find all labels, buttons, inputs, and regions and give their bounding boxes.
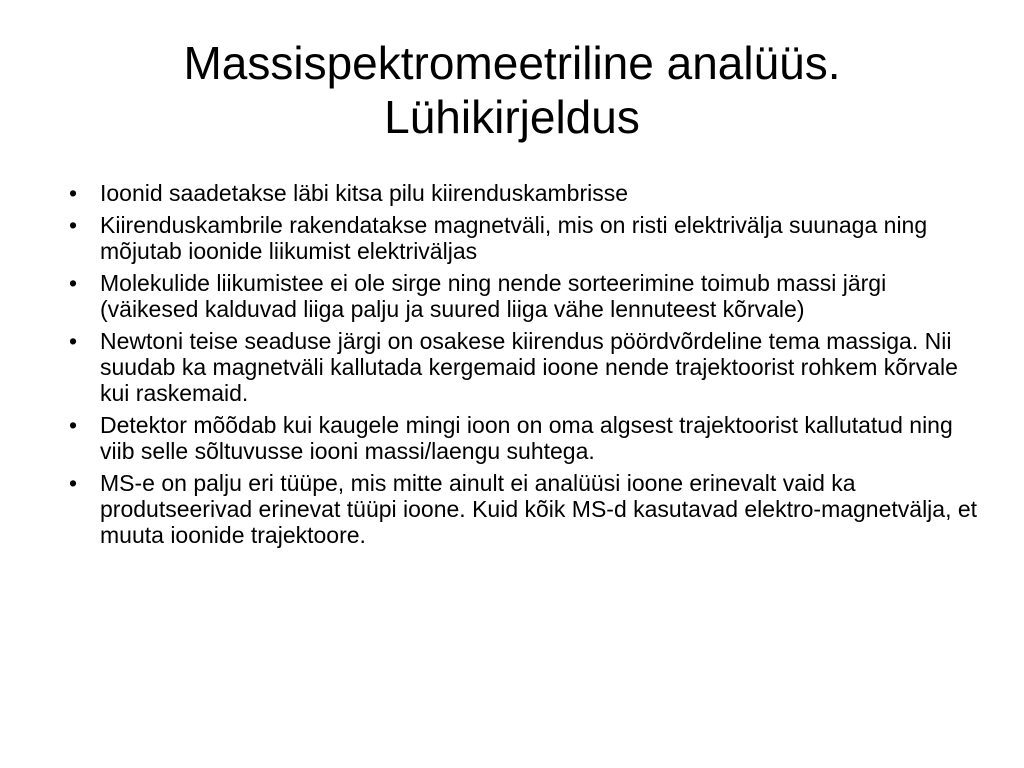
bullet-item (58, 412, 978, 464)
bullet-item (58, 270, 978, 322)
slide-title-line-1: Massispektromeetriline analüüs. (183, 37, 841, 89)
bullet-dot-icon: • (68, 212, 78, 238)
bullet-dot-icon: • (68, 412, 78, 438)
bullet-dot-icon: • (68, 470, 78, 496)
bullet-text: Kiirenduskambrile rakendatakse magnetväli, mis on risti elektrivälja suunaga ning mõjutab ioonide liikumist elektriväljas (100, 212, 928, 264)
bullet-item (58, 180, 978, 206)
bullet-item (58, 470, 978, 548)
bullet-dot-icon: • (68, 270, 78, 296)
bullet-dot-icon: • (68, 328, 78, 354)
bullet-list (58, 180, 978, 554)
bullet-text: Ioonid saadetakse läbi kitsa pilu kiirenduskambrisse (100, 180, 629, 206)
bullet-text: MS-e on palju eri tüüpe, mis mitte ainult ei analüüsi ioone erinevalt vaid ka produtseerivad erinevat tüüpi ioone. Kuid kõik MS-d kasutavad elektro-magnetvälja, et muuta ioonide trajektoore. (100, 470, 978, 548)
bullet-item (58, 212, 978, 264)
bullet-item (58, 328, 978, 406)
bullet-text: Detektor mõõdab kui kaugele mingi ioon on oma algsest trajektoorist kallutatud ning viib selle sõltuvusse iooni massi/laengu suhtega. (100, 412, 953, 464)
slide-title (0, 36, 1024, 144)
bullet-text: Newtoni teise seaduse järgi on osakese kiirendus pöördvõrdeline tema massiga. Nii suudab ka magnetväli kallutada kergemaid ioone nende trajektoorist rohkem kõrvale kui raskemaid. (100, 328, 958, 406)
bullet-text: Molekulide liikumistee ei ole sirge ning nende sorteerimine toimub massi järgi (väikesed kalduvad liiga palju ja suured liiga vähe lennuteest kõrvale) (100, 270, 887, 322)
slide-title-line-2: Lühikirjeldus (384, 91, 640, 143)
bullet-dot-icon: • (68, 180, 78, 206)
